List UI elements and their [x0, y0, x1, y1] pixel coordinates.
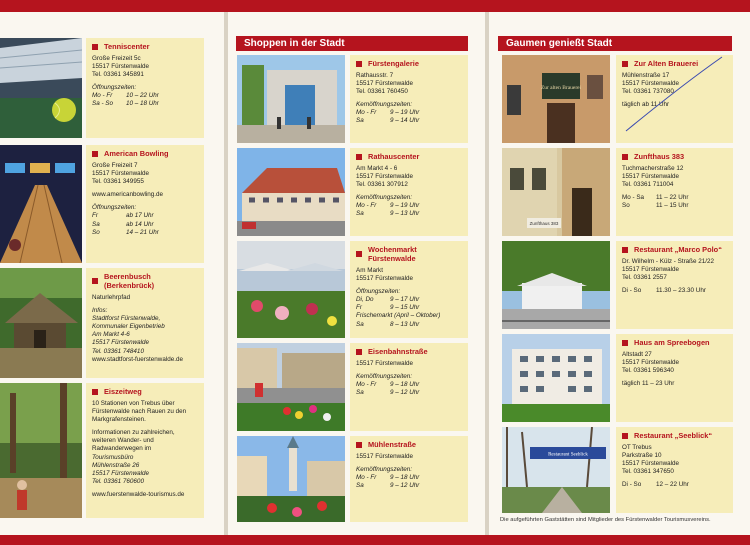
- hours-row: Mo - Fr 9 – 19 Uhr: [356, 202, 420, 210]
- description-line: weiteren Wander- und: [92, 437, 154, 445]
- address-line: Große Freizeit 7: [92, 162, 138, 169]
- info-box: [616, 334, 733, 422]
- hours-label: Öffnungszeiten:: [92, 84, 137, 92]
- hours-row: Mo - Fr 10 – 22 Uhr: [92, 92, 159, 100]
- info-line: Tel. 03361 760600: [92, 477, 144, 485]
- photo-market: [237, 241, 345, 338]
- hours-row: Mo - Sa 11 – 22 Uhr: [622, 194, 689, 202]
- info-box: [350, 436, 468, 522]
- phone-line: Tel. 03361 737080: [622, 88, 674, 96]
- photo-church-street: [237, 436, 345, 522]
- info-box: [86, 38, 204, 138]
- fold-line: [224, 0, 228, 545]
- entry-title: Restaurant „Seeblick“: [622, 431, 727, 440]
- address-line: 15517 Fürstenwalde: [356, 80, 414, 88]
- sign-text: Zunfthaus 383: [529, 221, 559, 226]
- fold-line: [485, 0, 489, 545]
- website-link[interactable]: www.stadtforst-fuerstenwalde.de: [92, 355, 183, 363]
- hours-row: Mo - Fr 9 – 18 Uhr: [356, 381, 420, 389]
- bullet-square-icon: [92, 44, 98, 50]
- photo-town-square: [237, 148, 345, 236]
- website-link[interactable]: www.americanbowling.de: [92, 191, 164, 199]
- hours-row: Sa - So 10 – 18 Uhr: [92, 100, 159, 108]
- entry-title: Restaurant „Marco Polo“: [622, 245, 727, 254]
- address-line: 15517 Fürstenwalde: [356, 453, 414, 460]
- info-line: Tel. 03361 748410: [92, 347, 144, 355]
- info-line: 15517 Fürstenwalde: [92, 339, 150, 347]
- pen-mark-icon: [622, 55, 732, 135]
- phone-line: Tel. 03361 307912: [356, 181, 408, 189]
- hours-row: Fr 9 – 15 Uhr: [356, 304, 420, 312]
- description-line: Radwanderwegen im: [92, 445, 152, 453]
- hours-line: täglich ab 11 Uhr: [622, 101, 670, 109]
- bullet-square-icon: [356, 61, 362, 67]
- description-line: Naturlehrpfad: [92, 294, 131, 301]
- bullet-square-icon: [356, 349, 362, 355]
- entry-title: Mühlenstraße: [356, 440, 462, 449]
- info-box: [616, 241, 733, 329]
- entry-title: Fürstengalerie: [356, 59, 462, 68]
- info-line: Infos:: [92, 307, 108, 315]
- photo-forest-hut: [0, 268, 82, 378]
- entry-title: American Bowling: [92, 149, 198, 158]
- phone-line: Tel. 03361 2557: [622, 274, 667, 282]
- address-line: Am Markt: [356, 267, 383, 274]
- info-line: Am Markt 4-6: [92, 331, 130, 339]
- address-line: 15517 Fürstenwalde: [92, 170, 150, 178]
- hours-row: Di, Do 9 – 17 Uhr: [356, 296, 420, 304]
- info-box: [350, 148, 468, 236]
- photo-marco-polo-terrace: [502, 241, 610, 329]
- hours-row: Sa 8 – 13 Uhr: [356, 320, 420, 328]
- phone-line: Tel. 03361 760450: [356, 88, 408, 96]
- info-box: [86, 383, 204, 518]
- entry-title: Haus am Spreebogen: [622, 338, 727, 347]
- bullet-square-icon: [622, 247, 628, 253]
- bullet-square-icon: [356, 442, 362, 448]
- info-box: [86, 268, 204, 378]
- bullet-square-icon: [92, 278, 98, 284]
- hours-row: Di - So 11.30 – 23.30 Uhr: [622, 287, 706, 295]
- photo-seeblick-entrance: [502, 427, 610, 513]
- photo-shopping-mall: [237, 55, 345, 143]
- info-line: Tourismusbüro: [92, 453, 134, 461]
- phone-line: Tel. 03361 596340: [622, 367, 674, 375]
- phone-line: Tel. 03361 345891: [92, 71, 144, 79]
- hours-label: Kernöffnungszeiten:: [356, 373, 413, 381]
- bullet-square-icon: [92, 389, 98, 395]
- sign-text: Restaurant Seeblick: [548, 452, 588, 458]
- address-line: Parkstraße 10: [622, 452, 662, 460]
- info-box: [86, 145, 204, 263]
- address-line: 15517 Fürstenwalde: [356, 275, 414, 283]
- address-line: 15517 Fürstenwalde: [622, 460, 680, 468]
- address-line: Am Markt 4 - 6: [356, 165, 398, 172]
- bullet-square-icon: [356, 154, 362, 160]
- section-header-dining: Gaumen genießt Stadt: [498, 36, 732, 51]
- hours-label: Kernöffnungszeiten:: [356, 101, 413, 109]
- hours-row: Mo - Fr 9 – 18 Uhr: [356, 474, 420, 482]
- hours-row: Sa ab 14 Uhr: [92, 220, 154, 228]
- address-line: 15517 Fürstenwalde: [622, 266, 680, 274]
- description-line: Informationen zu zahlreichen,: [92, 429, 175, 437]
- photo-zunfthaus: [502, 148, 610, 236]
- address-line: OT Trebus: [622, 444, 652, 451]
- bullet-square-icon: [622, 154, 628, 160]
- hours-row: Sa 9 – 12 Uhr: [356, 482, 420, 490]
- address-line: Altstadt 27: [622, 351, 652, 358]
- bullet-square-icon: [622, 433, 628, 439]
- description-line: 10 Stationen von Trebus über: [92, 400, 175, 407]
- address-line: 15517 Fürstenwalde: [622, 173, 680, 181]
- info-box: [616, 148, 733, 236]
- entry-title: Wochenmarkt Fürstenwalde: [356, 245, 462, 263]
- info-box: [350, 241, 468, 338]
- footnote: Die aufgeführten Gaststätten sind Mitglieder des Fürstenwalder Tourismusvereins.: [500, 517, 711, 523]
- photo-hiking-trail: [0, 383, 82, 518]
- top-band: [0, 0, 750, 12]
- photo-brauerei-facade: [502, 55, 610, 143]
- address-line: Rathausstr. 7: [356, 72, 394, 79]
- hours-row: So 14 – 21 Uhr: [92, 228, 159, 236]
- address-line: Große Freizeit 5c: [92, 55, 141, 62]
- phone-line: Tel. 03361 711004: [622, 181, 674, 189]
- description-line: Markgrafensteinen.: [92, 416, 146, 424]
- bullet-square-icon: [622, 340, 628, 346]
- bottom-band: [0, 535, 750, 545]
- entry-title: Tenniscenter: [92, 42, 198, 51]
- entry-title: Zunfthaus 383: [622, 152, 727, 161]
- photo-tennis-hall: [0, 38, 82, 138]
- hours-row: Fr ab 17 Uhr: [92, 212, 154, 220]
- info-box: [616, 427, 733, 513]
- hours-label: Kernöffnungszeiten:: [356, 466, 413, 474]
- extra-label: Frischemarkt (April – Oktober): [356, 312, 441, 320]
- info-box: [350, 55, 468, 143]
- photo-spreebogen-building: [502, 334, 610, 422]
- address-line: 15517 Fürstenwalde: [356, 173, 414, 181]
- address-line: 15517 Fürstenwalde: [622, 80, 680, 88]
- address-line: 15517 Fürstenwalde: [356, 360, 414, 367]
- photo-bowling-alley: [0, 145, 82, 263]
- entry-title: Zur Alten Brauerei: [622, 59, 727, 68]
- hours-row: Sa 9 – 14 Uhr: [356, 117, 420, 125]
- section-header-shopping: Shoppen in der Stadt: [236, 36, 468, 51]
- entry-title: Beerenbusch (Berkenbrück): [92, 272, 198, 290]
- phone-line: Tel. 03361 347650: [622, 468, 674, 476]
- hours-line: täglich 11 – 23 Uhr: [622, 380, 675, 388]
- address-line: Dr. Wilhelm - Külz - Straße 21/22: [622, 258, 715, 265]
- entry-title: Rathauscenter: [356, 152, 462, 161]
- hours-row: Mo - Fr 9 – 19 Uhr: [356, 109, 420, 117]
- photo-street-flowers: [237, 343, 345, 431]
- address-line: Tuchmacherstraße 12: [622, 165, 684, 172]
- website-link[interactable]: www.fuerstenwalde-tourismus.de: [92, 490, 185, 498]
- address-line: Mühlenstraße 17: [622, 72, 670, 79]
- bullet-square-icon: [356, 251, 362, 257]
- phone-line: Tel. 03361 349955: [92, 178, 144, 186]
- sign-text: Zur alten Brauerei: [540, 85, 582, 91]
- description-line: Fürstenwalde nach Rauen zu den: [92, 408, 187, 416]
- hours-label: Öffnungszeiten:: [356, 288, 401, 296]
- info-box: [350, 343, 468, 431]
- hours-row: Sa 9 – 12 Uhr: [356, 389, 420, 397]
- hours-row: Sa 9 – 13 Uhr: [356, 210, 420, 218]
- bullet-square-icon: [92, 151, 98, 157]
- info-line: 15517 Fürstenwalde: [92, 469, 150, 477]
- hours-label: Öffnungszeiten:: [92, 204, 137, 212]
- address-line: 15517 Fürstenwalde: [622, 359, 680, 367]
- address-line: 15517 Fürstenwalde: [92, 63, 150, 71]
- hours-label: Kernöffnungszeiten:: [356, 194, 413, 202]
- info-line: Stadtforst Fürstenwalde,: [92, 315, 161, 323]
- info-line: Mühlenstraße 26: [92, 461, 140, 469]
- entry-title: Eiszeitweg: [92, 387, 198, 396]
- info-line: Kommunaler Eigenbetrieb: [92, 323, 165, 331]
- entry-title: Eisenbahnstraße: [356, 347, 462, 356]
- hours-row: Di - So 12 – 22 Uhr: [622, 481, 689, 489]
- hours-row: So 11 – 15 Uhr: [622, 202, 689, 210]
